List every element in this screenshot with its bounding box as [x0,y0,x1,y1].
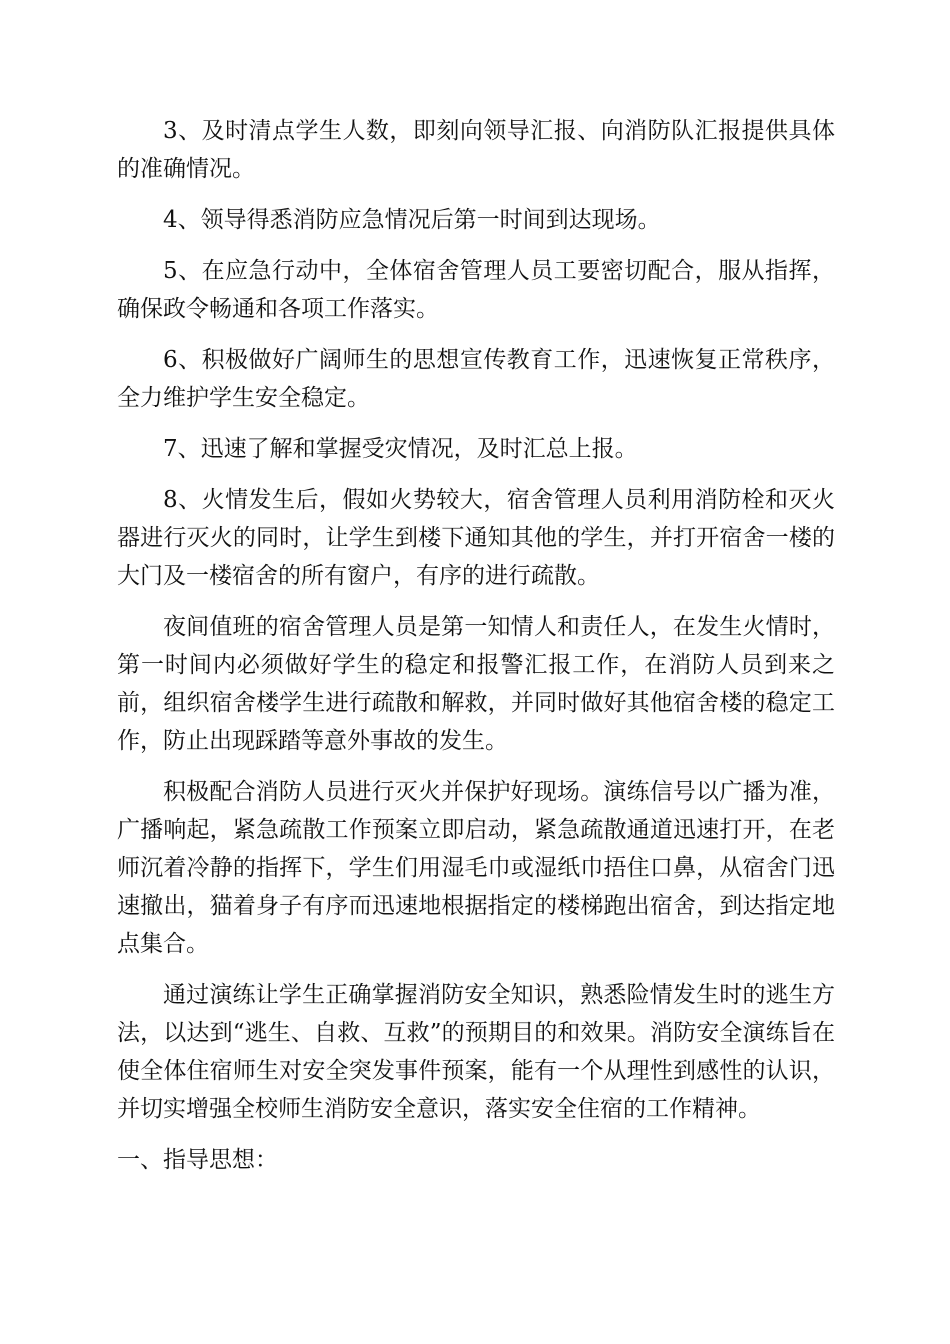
paragraph-item-8: 8、火情发生后，假如火势较大，宿舍管理人员利用消防栓和灭火器进行灭火的同时，让学生到楼下通知其他的学生，并打开宿舍一楼的大门及一楼宿舍的所有窗户，有序的进行疏散。 [117,487,835,589]
paragraph-drill-purpose: 通过演练让学生正确掌握消防安全知识，熟悉险情发生时的逃生方法，以达到“逃生、自救、互救”的预期目的和效果。消防安全演练旨在使全体住宿师生对安全突发事件预案，能有一个从理性到感性的认识，并切实增强全校师生消防安全意识，落实安全住宿的工作精神。 [117,982,835,1122]
document-page [117,112,835,1179]
paragraph-night-duty: 夜间值班的宿舍管理人员是第一知情人和责任人，在发生火情时，第一时间内必须做好学生的稳定和报警汇报工作，在消防人员到来之前，组织宿舍楼学生进行疏散和解救，并同时做好其他宿舍楼的稳定工作，防止出现踩踏等意外事故的发生。 [117,614,835,754]
paragraph-item-5: 5、在应急行动中，全体宿舍管理人员工要密切配合，服从指挥，确保政令畅通和各项工作落实。 [117,258,835,322]
paragraph-item-6: 6、积极做好广阔师生的思想宣传教育工作，迅速恢复正常秩序，全力维护学生安全稳定。 [117,347,835,411]
paragraph-item-4: 4、领导得悉消防应急情况后第一时间到达现场。 [163,207,661,233]
paragraph-item-3: 3、及时清点学生人数，即刻向领导汇报、向消防队汇报提供具体的准确情况。 [117,118,835,182]
paragraph-cooperate-firefighters: 积极配合消防人员进行灭火并保护好现场。演练信号以广播为准，广播响起，紧急疏散工作预案立即启动，紧急疏散通道迅速打开，在老师沉着冷静的指挥下，学生们用湿毛巾或湿纸巾捂住口鼻，从宿舍门迅速撤出，猫着身子有序而迅速地根据指定的楼梯跑出宿舍，到达指定地点集合。 [117,779,835,957]
section-heading: 一、指导思想： [117,1147,278,1173]
paragraph-item-7: 7、迅速了解和掌握受灾情况，及时汇总上报。 [163,436,638,462]
